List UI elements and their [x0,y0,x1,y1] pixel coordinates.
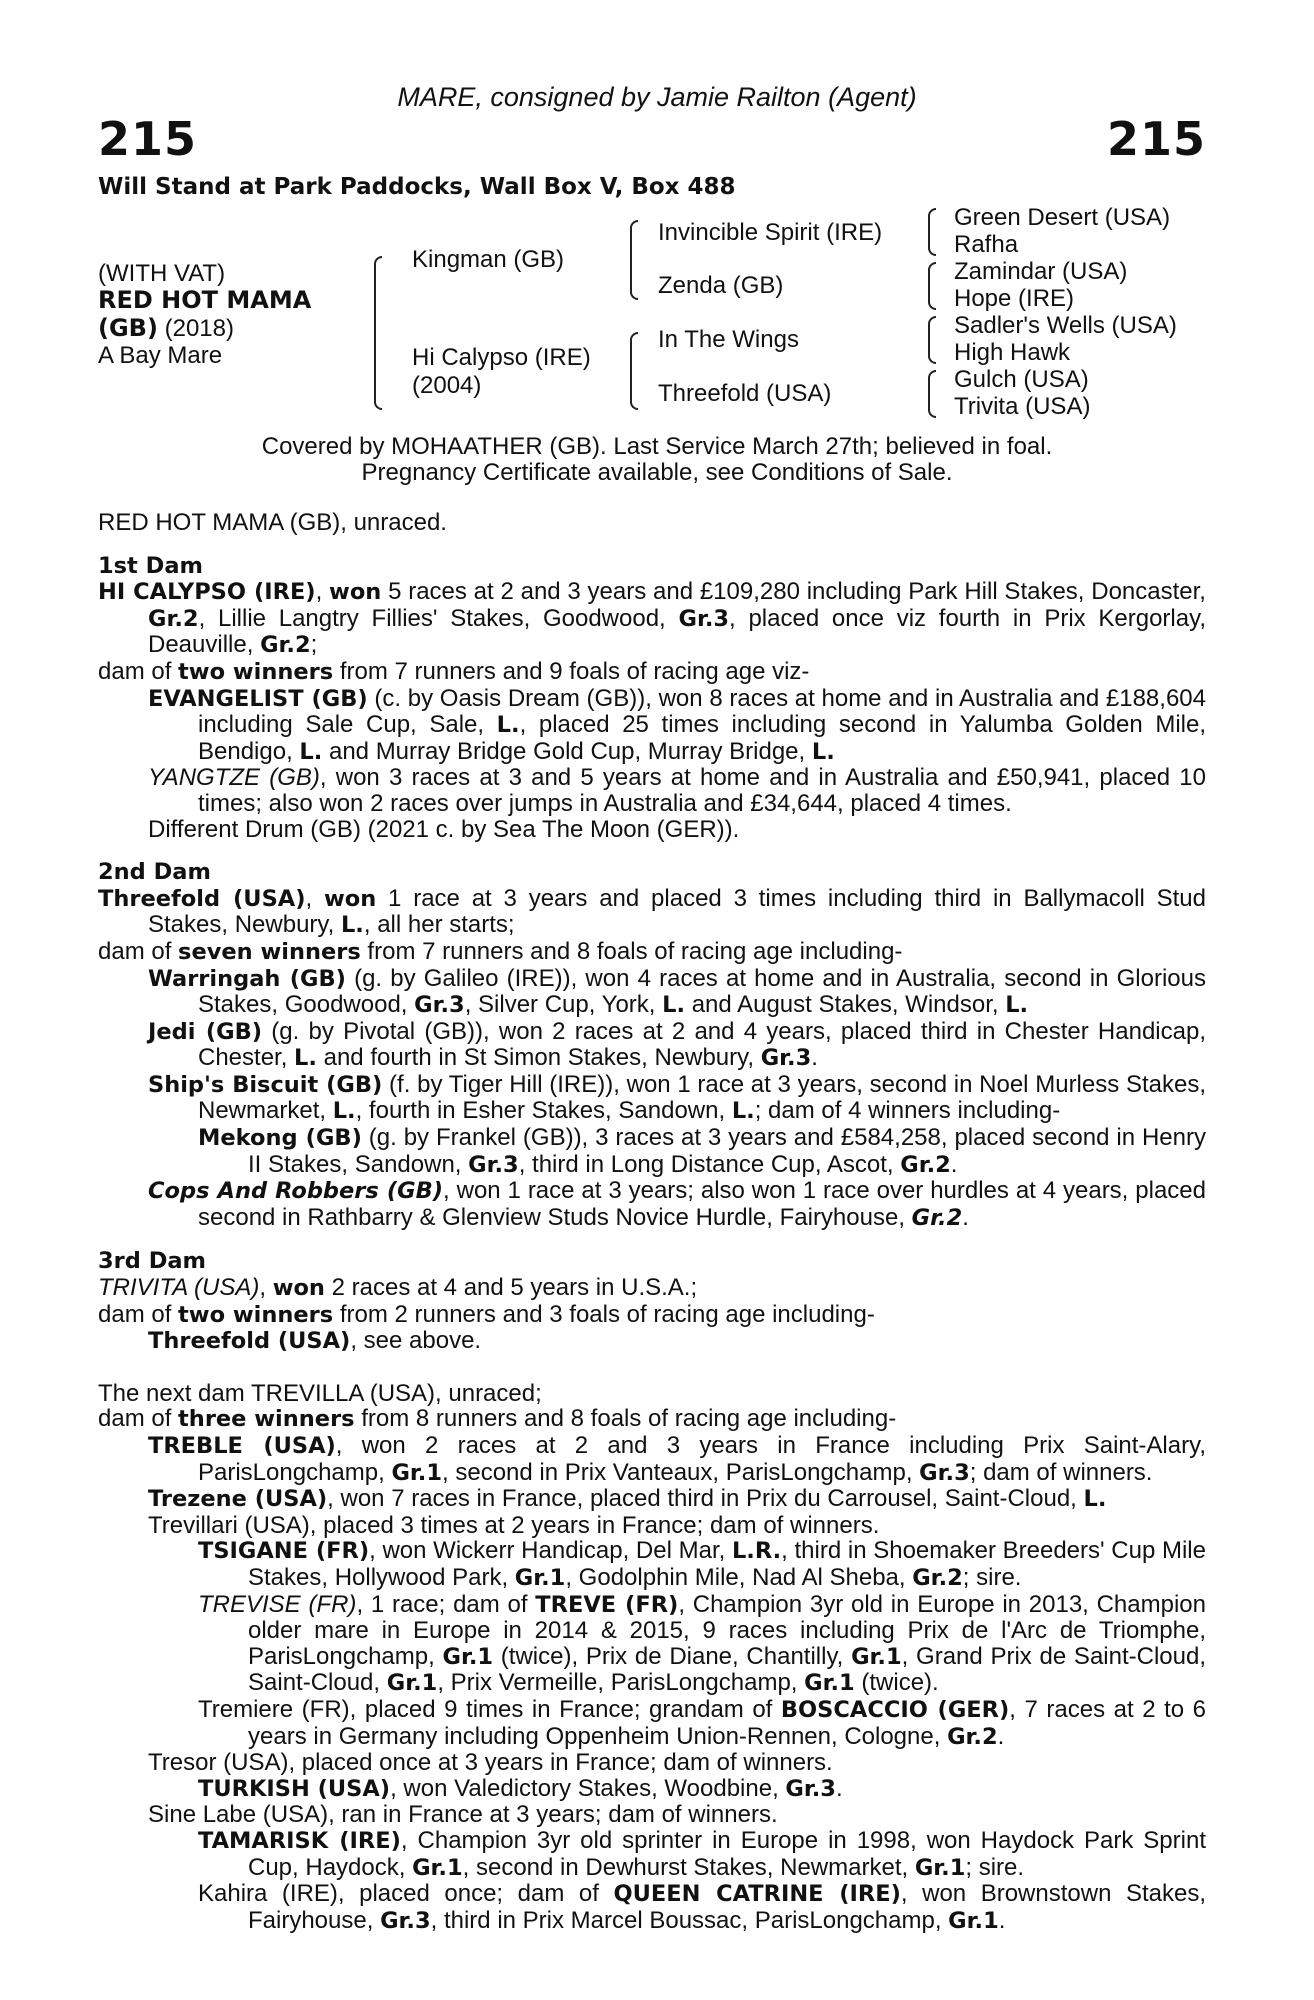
gg-brace-4 [928,370,936,418]
produce-jedi: Jedi (GB) (g. by Pivotal (GB)), won 2 races at 2 and 4 years, placed third in Chester Handicap, Chester, L. and fourth in St Simon Stakes, Newbury, Gr.3. [148,1017,1206,1072]
next-dam-produce-summary: dam of three winners from 8 runners and 8 foals of racing age including- [98,1405,897,1433]
consignor-line: MARE, consigned by Jamie Railton (Agent) [397,82,917,112]
ggs-8: Trivita (USA) [954,393,1091,420]
dam-dam: Threefold (USA) [658,380,832,407]
horse-name: RED HOT MAMA [98,286,312,314]
dam-sire: In The Wings [658,326,799,353]
ggs-1: Green Desert (USA) [954,204,1171,231]
produce-warringah: Warringah (GB) (g. by Galileo (IRE)), won 4 races at home and in Australia, second in Glorious Stakes, Goodwood, Gr.3, Silver Cup, York, L. and August Stakes, Windsor, L. [148,964,1206,1019]
horse-description: A Bay Mare [98,342,223,369]
produce-mekong: Mekong (GB) (g. by Frankel (GB)), 3 races at 3 years and £584,258, placed second in Henry II Stakes, Sandown, Gr.3, third in Long Distance Cup, Ascot, Gr.2. [198,1124,1206,1178]
produce-tremiere: Tremiere (FR), placed 9 times in France; grandam of BOSCACCIO (GER), 7 races at 2 to 6 years in Germany including Oppenheim Union-Rennen, Cologne, Gr.2. [198,1695,1207,1750]
first-dam-produce-summary: dam of two winners from 7 runners and 9 foals of racing age viz- [98,657,810,685]
sire: Kingman (GB) [412,246,565,273]
dam-year: (2004) [412,372,482,399]
second-dam-record: Threefold (USA), won 1 race at 3 years and placed 3 times including third in Ballymacoll Stud Stakes, Newbury, L., all her starts; [98,884,1206,939]
third-dam-record: TRIVITA (USA), won 2 races at 4 and 5 years in U.S.A.; [98,1274,698,1302]
produce-treble: TREBLE (USA), won 2 races at 2 and 3 years in France including Prix Saint-Alary, ParisLongchamp, Gr.1, second in Prix Vanteaux, ParisLongchamp, Gr.3; dam of winners. [148,1432,1206,1486]
horse-origin: (GB) (2018) [98,314,234,342]
pregnancy-line: Pregnancy Certificate available, see Conditions of Sale. [361,459,953,486]
ggs-4: Hope (IRE) [954,285,1075,312]
produce-evangelist: EVANGELIST (GB) (c. by Oasis Dream (GB)), won 8 races at home and in Australia and £188,604 including Sale Cup, Sale, L., placed 25 times including second in Yalumba Golden Mile, Bendigo, L. and Murray Bridge Gold Cup, Murray Bridge, L. [148,684,1206,765]
stand-location: Will Stand at Park Paddocks, Wall Box V, Box 488 [98,174,736,200]
second-dam-heading: 2nd Dam [98,859,211,886]
gg-brace-2 [928,262,936,310]
produce-turkish: TURKISH (USA), won Valedictory Stakes, Woodbine, Gr.3. [198,1774,843,1802]
produce-tsigane: TSIGANE (FR), won Wickerr Handicap, Del Mar, L.R., third in Shoemaker Breeders' Cup Mile Stakes, Hollywood Park, Gr.1, Godolphin Mile, Nad Al Sheba, Gr.2; sire. [198,1537,1206,1591]
produce-sine-labe: Sine Labe (USA), ran in France at 3 years; dam of winners. [148,1801,778,1829]
produce-tresor: Tresor (USA), placed once at 3 years in France; dam of winners. [148,1749,833,1777]
sire-sire: Invincible Spirit (IRE) [658,219,883,246]
gg-brace-1 [928,208,936,256]
produce-trevillari: Trevillari (USA), placed 3 times at 2 years in France; dam of winners. [148,1511,880,1539]
vat-note: (WITH VAT) [98,260,226,287]
pedigree-brace [374,256,382,410]
dam: Hi Calypso (IRE) [412,344,591,371]
produce-tamarisk: TAMARISK (IRE), Champion 3yr old sprinter in Europe in 1998, won Haydock Park Sprint Cup, Haydock, Gr.1, second in Dewhurst Stakes, Newmarket, Gr.1; sire. [198,1826,1206,1881]
catalogue-body [98,510,1206,1934]
covered-line: Covered by MOHAATHER (GB). Last Service March 27th; believed in foal. [261,433,1053,460]
second-dam-produce-summary: dam of seven winners from 7 runners and 8 foals of racing age including- [98,937,903,965]
ggs-7: Gulch (USA) [954,366,1089,393]
ggs-6: High Hawk [954,339,1071,366]
gg-brace-3 [928,316,936,364]
produce-trevise: TREVISE (FR), 1 race; dam of TREVE (FR), Champion 3yr old in Europe in 2013, Champion older mare in Europe in 2014 & 2015, 9 races including Prix de l'Arc de Triomphe, ParisLongchamp, Gr.1 (twice), Prix de Diane, Chantilly, Gr.1, Grand Prix de Saint-Cloud, Saint-Cloud, Gr.1, Prix Vermeille, ParisLongchamp, Gr.1 (twice). [198,1590,1207,1697]
covered-note [0,434,1314,486]
sire-brace [630,220,638,300]
produce-kahira: Kahira (IRE), placed once; dam of QUEEN CATRINE (IRE), won Brownstown Stakes, Fairyhouse, Gr.3, third in Prix Marcel Boussac, ParisLongchamp, Gr.1. [198,1880,1206,1934]
sire-dam: Zenda (GB) [658,272,784,299]
intro-line: RED HOT MAMA (GB), unraced. [98,509,447,536]
dam-brace [630,332,638,410]
third-dam-produce-summary: dam of two winners from 2 runners and 3 foals of racing age including- [98,1300,875,1328]
produce-cops-and-robbers: Cops And Robbers (GB), won 1 race at 3 years; also won 1 race over hurdles at 4 years, placed second in Rathbarry & Glenview Studs Novice Hurdle, Fairyhouse, Gr.2. [148,1177,1206,1231]
first-dam-heading: 1st Dam [98,552,203,579]
produce-ships-biscuit: Ship's Biscuit (GB) (f. by Tiger Hill (IRE)), won 1 race at 3 years, second in Noel Murless Stakes, Newmarket, L., fourth in Esher Stakes, Sandown, L.; dam of 4 winners including- [148,1070,1206,1125]
produce-different-drum: Different Drum (GB) (2021 c. by Sea The Moon (GER)). [148,815,740,843]
lot-number-left: 215 [98,112,198,166]
produce-trezene: Trezene (USA), won 7 races in France, placed third in Prix du Carrousel, Saint-Cloud, L. [148,1485,1107,1513]
next-dam-record: The next dam TREVILLA (USA), unraced; [98,1379,542,1407]
produce-threefold: Threefold (USA), see above. [148,1327,482,1355]
produce-yangtze: YANGTZE (GB), won 3 races at 3 and 5 years at home and in Australia and £50,941, placed 10 times; also won 2 races over jumps in Australia and £34,644, placed 4 times. [148,764,1206,817]
third-dam-heading: 3rd Dam [98,1248,206,1275]
lot-number-right: 215 [1106,112,1206,166]
ggs-3: Zamindar (USA) [954,258,1128,285]
first-dam-record: HI CALYPSO (IRE), won 5 races at 2 and 3 years and £109,280 including Park Hill Stakes, Doncaster, Gr.2, Lillie Langtry Fillies' Stakes, Goodwood, Gr.3, placed once viz fourth in Prix Kergorlay, Deauville, Gr.2; [98,578,1206,659]
ggs-2: Rafha [954,231,1019,258]
ggs-5: Sadler's Wells (USA) [954,312,1177,339]
